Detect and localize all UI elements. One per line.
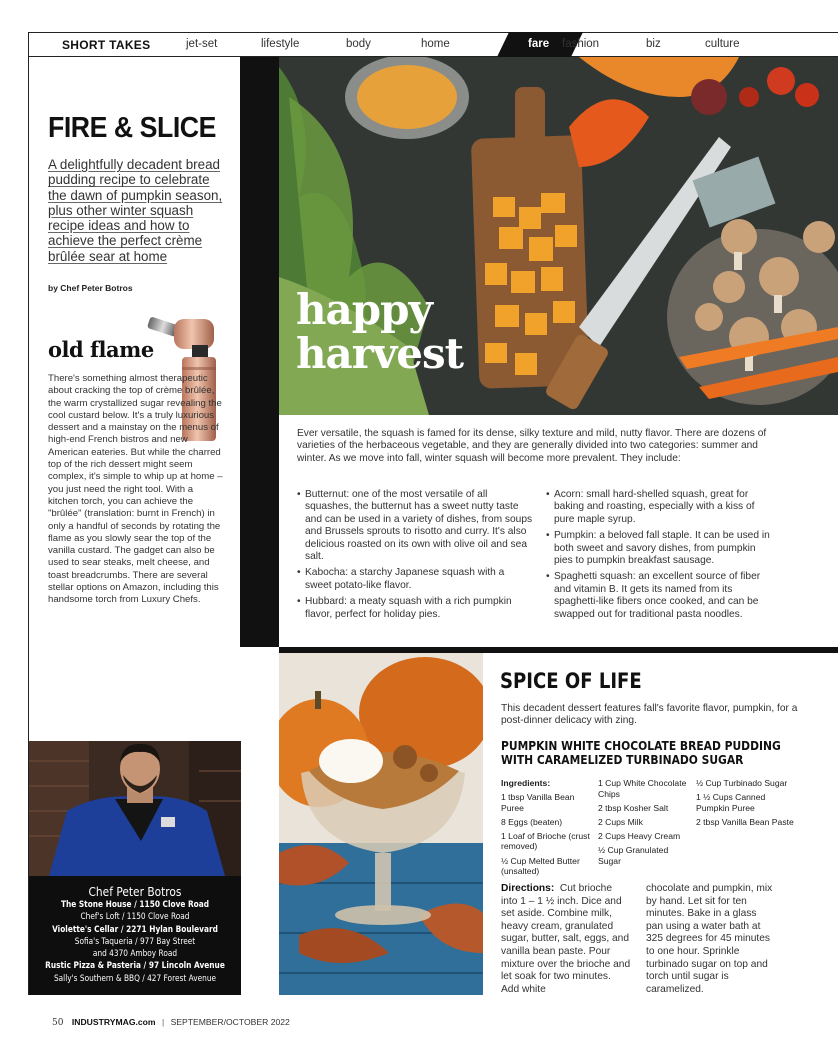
ingredients-column-2 <box>598 778 688 870</box>
old-flame-heading: old flame <box>48 337 154 362</box>
chef-location: and 4370 Amboy Road <box>92 949 178 960</box>
nav-item-fashion[interactable]: fashion <box>562 38 600 50</box>
list-item: • Hubbard: a meaty squash with a rich pumpkin flavor, perfect for holiday pies. <box>297 596 533 621</box>
chef-location: Rustic Pizza & Pasteria / 97 Lincoln Avenue <box>45 961 225 972</box>
ingredient: 2 Cups Heavy Cream <box>598 830 681 841</box>
short-takes-label: SHORT TAKES <box>62 38 151 52</box>
nav-item-body[interactable]: body <box>346 38 371 50</box>
headline-line-1: happy <box>296 285 432 334</box>
ingredient: 1 ½ Cups Canned Pumpkin Puree <box>696 792 766 813</box>
page-number: 50 <box>52 1018 64 1028</box>
left-column <box>28 57 240 995</box>
ingredients-header: Ingredients: <box>501 778 551 788</box>
list-item: • Pumpkin: a beloved fall staple. It can be used in both sweet and savory dishes, from pumpkin pies to pumpkin breakfast sausage. <box>546 530 772 567</box>
squash-list-left <box>297 489 533 625</box>
page-footer <box>52 1017 290 1028</box>
section-nav <box>28 32 838 57</box>
chef-locations <box>29 899 241 985</box>
site-link[interactable]: INDUSTRYMAG.com <box>71 1017 156 1027</box>
nav-item-home[interactable]: home <box>421 38 450 50</box>
nav-item-jet-set[interactable]: jet-set <box>186 38 218 50</box>
spice-title: SPICE OF LIFE <box>500 669 642 693</box>
chef-location: Violette's Cellar / 2271 Hylan Boulevard <box>52 924 218 935</box>
ingredient: 2 tbsp Vanilla Bean Paste <box>696 816 794 827</box>
directions-text-1: Cut brioche into 1 – 1 ½ inch. Dice and set aside. Combine milk, heavy cream, granulated sugar, butter, salt, eggs, and vanilla bean paste. Pour mixture over the brioche and let soak for two minutes. Add white <box>501 883 631 995</box>
nav-item-fare[interactable]: fare <box>528 38 550 50</box>
directions-part-1 <box>501 883 631 996</box>
directions-part-2: chocolate and pumpkin, mix by hand. Let sit for ten minutes. Bake in a glass pan using a water bath at 325 degrees for 45 minutes to one hour. Sprinkle turbinado sugar on top and torch until sugar is caramelized. <box>646 883 773 995</box>
nav-item-lifestyle[interactable]: lifestyle <box>261 38 300 50</box>
spice-dek: This decadent dessert features fall's favorite flavor, pumpkin, for a post-dinner delicacy with zing. <box>501 703 798 727</box>
footer-separator: | <box>161 1017 165 1027</box>
ingredient: 2 tbsp Kosher Salt <box>598 802 669 813</box>
ingredient: 1 tbsp Vanilla Bean Puree <box>501 792 575 813</box>
ingredients-column-1 <box>501 778 591 880</box>
directions-label: Directions: <box>501 883 555 894</box>
old-flame-body: There's something almost therapeutic about cracking the top of crème brûlée, the warm crystallized sugar revealing the cool custard below. It's a truly luxurious dessert and a mainstay on the menus of high-end French bistros and new American eateries. But while the charred top of the rich dessert might seem complex, it's simple to whip up at home – you just need the right tool. With a kitchen torch, you can achieve the "brûlée" (translation: burnt in French) in only a handful of seconds by rotating the flame as you slowly sear the top of the vanilla custard. The gadget can also be used to sear steaks, melt cheese, and toast breadcrumbs. There are several stellar options on Amazon, including this handsome torch from Luxury Chefs. <box>48 373 223 606</box>
ingredient: 1 Loaf of Brioche (crust removed) <box>501 830 590 852</box>
page-title: FIRE & SLICE <box>48 112 216 144</box>
list-item: • Kabocha: a starchy Japanese squash with a sweet potato-like flavor. <box>297 567 533 592</box>
ingredient: ½ Cup Melted Butter (unsalted) <box>501 855 580 877</box>
chef-location: The Stone House / 1150 Clove Road <box>60 900 210 910</box>
bread-pudding-photo <box>279 653 483 995</box>
squash-list-right <box>546 489 772 625</box>
list-item: • Spaghetti squash: an excellent source of fiber and vitamin B. It gets its named from its spaghetti-like fibers once cooked, and can be swapped out for traditional pasta noodles. <box>546 571 772 621</box>
chef-location: Sofia's Taqueria / 977 Bay Street <box>74 936 196 947</box>
issue-date: SEPTEMBER/OCTOBER 2022 <box>170 1017 290 1027</box>
ingredients-column-3 <box>696 778 796 831</box>
byline: by Chef Peter Botros <box>48 283 133 293</box>
chef-location: Sally's Southern & BBQ / 427 Forest Avenue <box>53 973 217 984</box>
dark-gutter <box>240 57 279 647</box>
ingredient: 1 Cup White Chocolate Chips <box>598 778 687 799</box>
chef-name: Chef Peter Botros <box>88 884 182 899</box>
ingredient: ½ Cup Granulated Sugar <box>598 844 669 866</box>
article-dek[interactable]: A delightfully decadent bread pudding recipe to celebrate the dawn of pumpkin season, plus other winter squash recipe ideas and how to achieve the perfect crème brûlée sear at home <box>48 157 223 264</box>
nav-item-biz[interactable]: biz <box>646 38 661 50</box>
chef-portrait-photo <box>29 741 241 876</box>
nav-item-culture[interactable]: culture <box>705 38 740 50</box>
list-item: • Butternut: one of the most versatile of all squashes, the butternut has a sweet nutty taste and can be used in a variety of dishes, from soups and Brussels sprouts to risotto and curry. It's also delicious roasted on its own with olive oil and sea salt. <box>297 489 533 563</box>
ingredient: 8 Eggs (beaten) <box>501 816 563 827</box>
list-item: • Acorn: small hard-shelled squash, great for baking and roasting, especially with a kiss of pure maple syrup. <box>546 489 772 526</box>
ingredient: 2 Cups Milk <box>598 816 643 827</box>
ingredient: ½ Cup Turbinado Sugar <box>696 778 788 788</box>
chef-location: Chef's Loft / 1150 Clove Road <box>80 912 190 923</box>
chef-caption <box>29 876 241 995</box>
harvest-intro: Ever versatile, the squash is famed for its dense, silky texture and mild, nutty flavor. There are dozens of varieties of the herbaceous vegetable, and they are generally divided into two categories: summer and winter. As we move into fall, winter squash will become more prevalent. They include: <box>297 428 767 464</box>
headline-line-2: harvest <box>296 329 464 378</box>
harvest-headline <box>296 285 464 378</box>
recipe-title: PUMPKIN WHITE CHOCOLATE BREAD PUDDING WITH CARAMELIZED TURBINADO SUGAR <box>501 739 781 767</box>
